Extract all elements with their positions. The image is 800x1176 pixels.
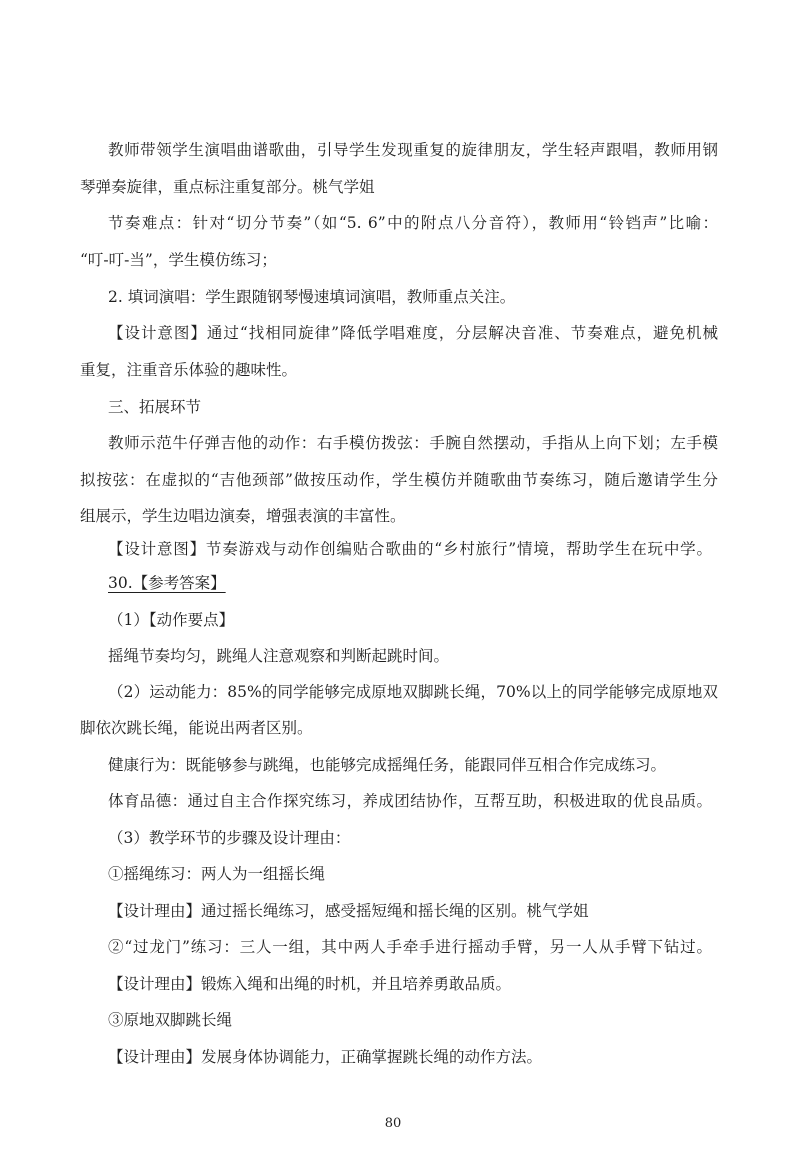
extension-heading: 三、拓展环节 (108, 398, 202, 416)
singing-design-intent-line-1: 【设计意图】通过“找相同旋律”降低学唱难度，分层解决音准、节奏难点，避免机械 (108, 324, 718, 342)
singing-demo-line-1: 教师带领学生演唱曲谱歌曲，引导学生发现重复的旋律朋友，学生轻声跟唱，教师用钢 (108, 141, 718, 159)
part1-heading: （1）【动作要点】 (108, 611, 235, 629)
singing-demo-line-2: 琴弹奏旋律，重点标注重复部分。桃气学姐 (80, 178, 375, 196)
fill-lyrics-step: 2. 填词演唱：学生跟随钢琴慢速填词演唱，教师重点关注。 (108, 288, 516, 306)
rhythm-difficulty-line-2: “叮-叮-当”，学生模仿练习； (80, 251, 277, 269)
page-number: 80 (384, 1116, 402, 1131)
extension-demo-line-1: 教师示范牛仔弹吉他的动作：右手模仿拨弦：手腕自然摆动，手指从上向下划；左手模 (108, 434, 718, 452)
part3-heading: （3）教学环节的步骤及设计理由： (108, 829, 351, 847)
extension-demo-line-2: 拟按弦：在虚拟的“吉他颈部”做按压动作，学生模仿并随歌曲节奏练习，随后邀请学生分 (80, 471, 718, 489)
extension-demo-line-3: 组展示，学生边唱边演奏，增强表演的丰富性。 (80, 507, 406, 525)
part1-text: 摇绳节奏均匀，跳绳人注意观察和判断起跳时间。 (108, 647, 450, 665)
extension-design-intent: 【设计意图】节奏游戏与动作创编贴合歌曲的“乡村旅行”情境，帮助学生在玩中学。 (108, 540, 712, 558)
step-3: ③原地双脚跳长绳 (108, 1011, 233, 1029)
step-1-reason: 【设计理由】通过摇长绳练习，感受摇短绳和摇长绳的区别。桃气学姐 (108, 902, 589, 920)
part2-health: 健康行为：既能够参与跳绳，也能够完成摇绳任务，能跟同伴互相合作完成练习。 (108, 756, 667, 774)
part2-motor-line-2: 脚依次跳长绳，能说出两者区别。 (80, 719, 313, 737)
step-2: ②“过龙门”练习：三人一组，其中两人手牵手进行摇动手臂，另一人从手臂下钻过。 (108, 938, 712, 956)
step-2-reason: 【设计理由】锻炼入绳和出绳的时机，并且培养勇敢品质。 (108, 975, 512, 993)
rhythm-difficulty-line-1: 节奏难点：针对“切分节奏”（如“5. 6”中的附点八分音符），教师用“铃铛声”比喻： (108, 214, 718, 232)
singing-design-intent-line-2: 重复，注重音乐体验的趣味性。 (80, 361, 298, 379)
part2-sport: 体育品德：通过自主合作探究练习，养成团结协作，互帮互助，积极进取的优良品质。 (108, 792, 712, 810)
answer-30-heading: 30.【参考答案】 (108, 574, 226, 592)
part2-motor-line-1: （2）运动能力：85%的同学能够完成原地双脚跳长绳，70%以上的同学能够完成原地双 (108, 683, 718, 701)
step-3-reason: 【设计理由】发展身体协调能力，正确掌握跳长绳的动作方法。 (108, 1048, 543, 1066)
step-1: ①摇绳练习：两人为一组摇长绳 (108, 865, 326, 883)
